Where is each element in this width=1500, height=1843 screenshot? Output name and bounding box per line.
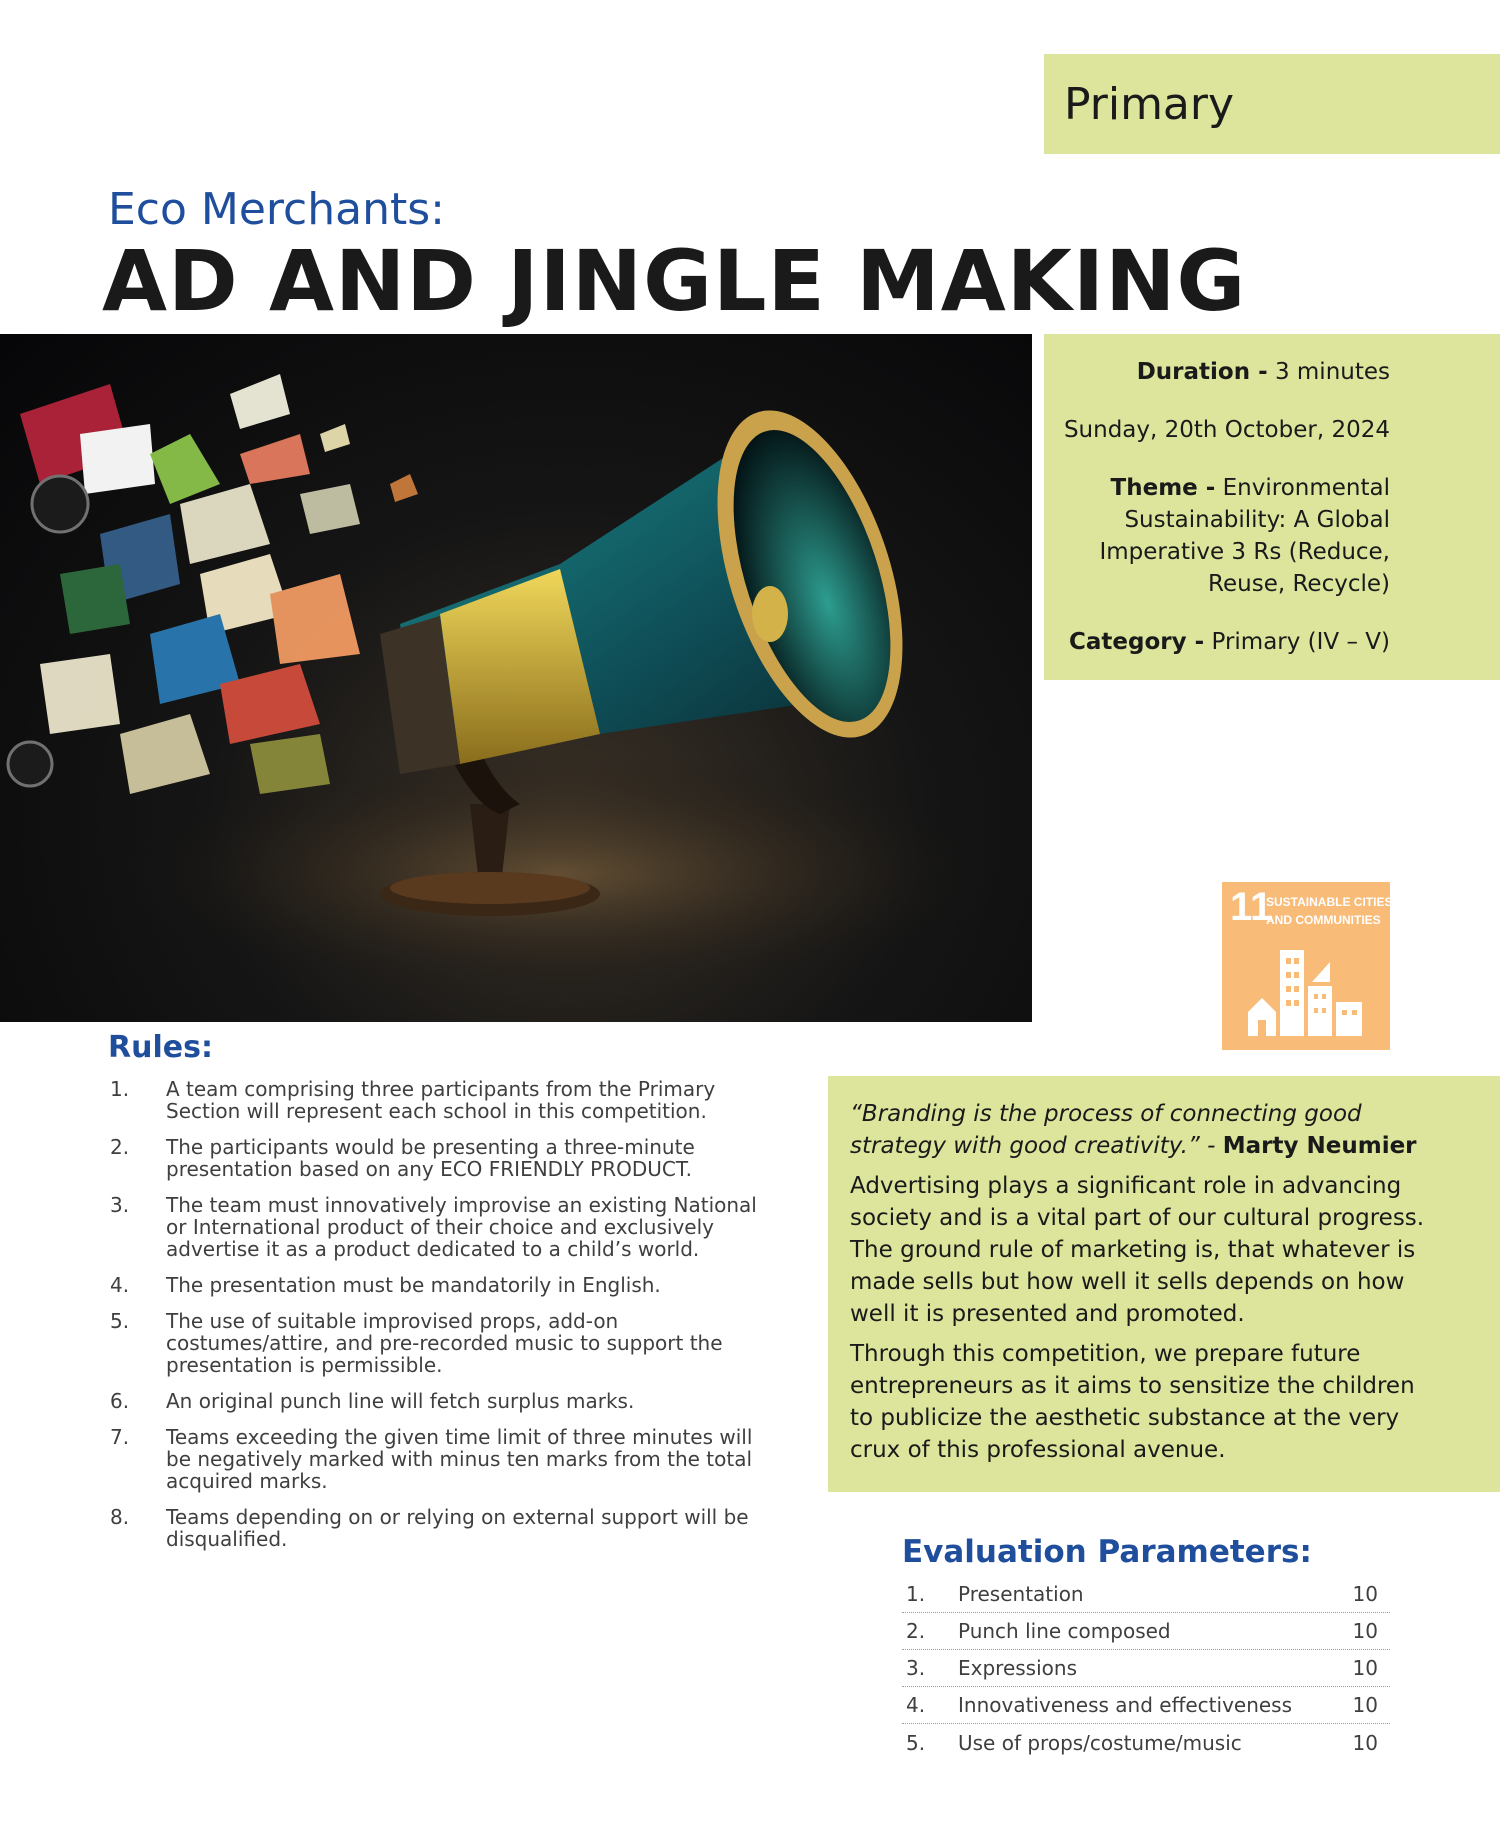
rule-item [110,1506,760,1550]
evaluation-number: 2. [906,1619,926,1643]
event-date: Sunday, 20th October, 2024 [1063,417,1390,443]
sdg-number: 11 [1230,885,1273,929]
page-title: AD AND JINGLE MAKING [102,232,1247,330]
rule-number: 5. [110,1309,130,1333]
rule-number: 4. [110,1273,130,1297]
rule-number: 6. [110,1389,130,1413]
rule-item [110,1274,760,1296]
rule-text: Teams depending on or relying on external support will be disqualified. [166,1505,749,1551]
sdg-11-logo [1222,882,1390,1050]
evaluation-number: 4. [906,1693,926,1717]
evaluation-number: 5. [906,1730,926,1755]
evaluation-row [902,1576,1390,1613]
rule-text: The participants would be presenting a three-minute presentation based on any ECO FRIENDLY PRODUCT. [166,1135,695,1181]
rule-item [110,1390,760,1412]
description-paragraph-2: Through this competition, we prepare future entrepreneurs as it aims to sensitize the children to publicize the aesthetic substance at the very crux of this professional avenue. [850,1341,1415,1463]
category-label: Category - [1069,629,1205,655]
rule-number: 8. [110,1505,130,1529]
rule-number: 1. [110,1077,130,1101]
duration-value: 3 minutes [1274,359,1390,385]
rule-number: 2. [110,1135,130,1159]
sdg-city-icon [1222,882,1390,1050]
evaluation-label: Use of props/costume/music [958,1730,1242,1755]
evaluation-number: 1. [906,1582,926,1606]
rules-heading: Rules: [108,1030,213,1065]
duration-line [1052,356,1390,388]
sdg-line1: SUSTAINABLE CITIES [1266,895,1390,909]
category-tab [1044,54,1500,154]
rule-text: An original punch line will fetch surplus marks. [166,1389,635,1413]
rule-number: 3. [110,1193,130,1217]
megaphone-illustration [0,334,1032,1022]
evaluation-label: Innovativeness and effectiveness [958,1693,1293,1717]
event-info-box [1044,334,1500,680]
rule-text: Teams exceeding the given time limit of three minutes will be negatively marked with minus ten marks from the total acquired marks. [166,1425,753,1493]
evaluation-row [902,1613,1390,1650]
category-line [1052,626,1390,658]
hero-megaphone-image [0,334,1032,1022]
quote-author: Marty Neumier [1222,1133,1417,1159]
rule-text: The presentation must be mandatorily in English. [166,1273,661,1297]
evaluation-score: 10 [1352,1656,1378,1680]
theme-value: Environmental Sustainability: A Global Imperative 3 Rs (Reduce, Reuse, Recycle) [1099,475,1390,597]
rule-text: The team must innovatively improvise an existing National or International product of their choice and exclusively advertise it as a product dedicated to a child’s world. [166,1193,757,1261]
category-tab-label: Primary [1064,78,1235,130]
evaluation-label: Expressions [958,1656,1077,1680]
evaluation-label: Punch line composed [958,1619,1171,1643]
evaluation-table [902,1576,1390,1761]
page-subtitle: Eco Merchants: [108,184,445,235]
evaluation-score: 10 [1352,1693,1378,1717]
rules-list [110,1078,760,1564]
duration-label: Duration - [1136,359,1268,385]
rule-item [110,1078,760,1122]
evaluation-score: 10 [1352,1730,1378,1755]
theme-line [1052,472,1390,600]
category-value: Primary (IV – V) [1211,629,1390,655]
evaluation-row [902,1687,1390,1724]
branding-quote [850,1098,1430,1162]
rule-text: The use of suitable improvised props, add-on costumes/attire, and pre-recorded music to support the presentation is permissible. [166,1309,723,1377]
rule-item [110,1194,760,1260]
evaluation-row [902,1724,1390,1761]
description-box [828,1076,1500,1492]
rule-text: A team comprising three participants from the Primary Section will represent each school in this competition. [166,1077,716,1123]
rule-item [110,1310,760,1376]
description-paragraph-1: Advertising plays a significant role in advancing society and is a vital part of our cultural progress. The ground rule of marketing is, that whatever is made sells but how well it sells depends on how well it is presented and promoted. [850,1173,1425,1327]
evaluation-score: 10 [1352,1619,1378,1643]
evaluation-heading: Evaluation Parameters: [902,1534,1312,1570]
evaluation-score: 10 [1352,1582,1378,1606]
rule-number: 7. [110,1425,130,1449]
quote-separator: - [1199,1133,1223,1159]
sdg-line2: AND COMMUNITIES [1266,913,1381,927]
theme-label: Theme - [1110,475,1216,501]
evaluation-number: 3. [906,1656,926,1680]
rule-item [110,1136,760,1180]
evaluation-label: Presentation [958,1582,1084,1606]
rule-item [110,1426,760,1492]
evaluation-row [902,1650,1390,1687]
quote-text: “Branding is the process of connecting good strategy with good creativity.” [850,1101,1362,1159]
